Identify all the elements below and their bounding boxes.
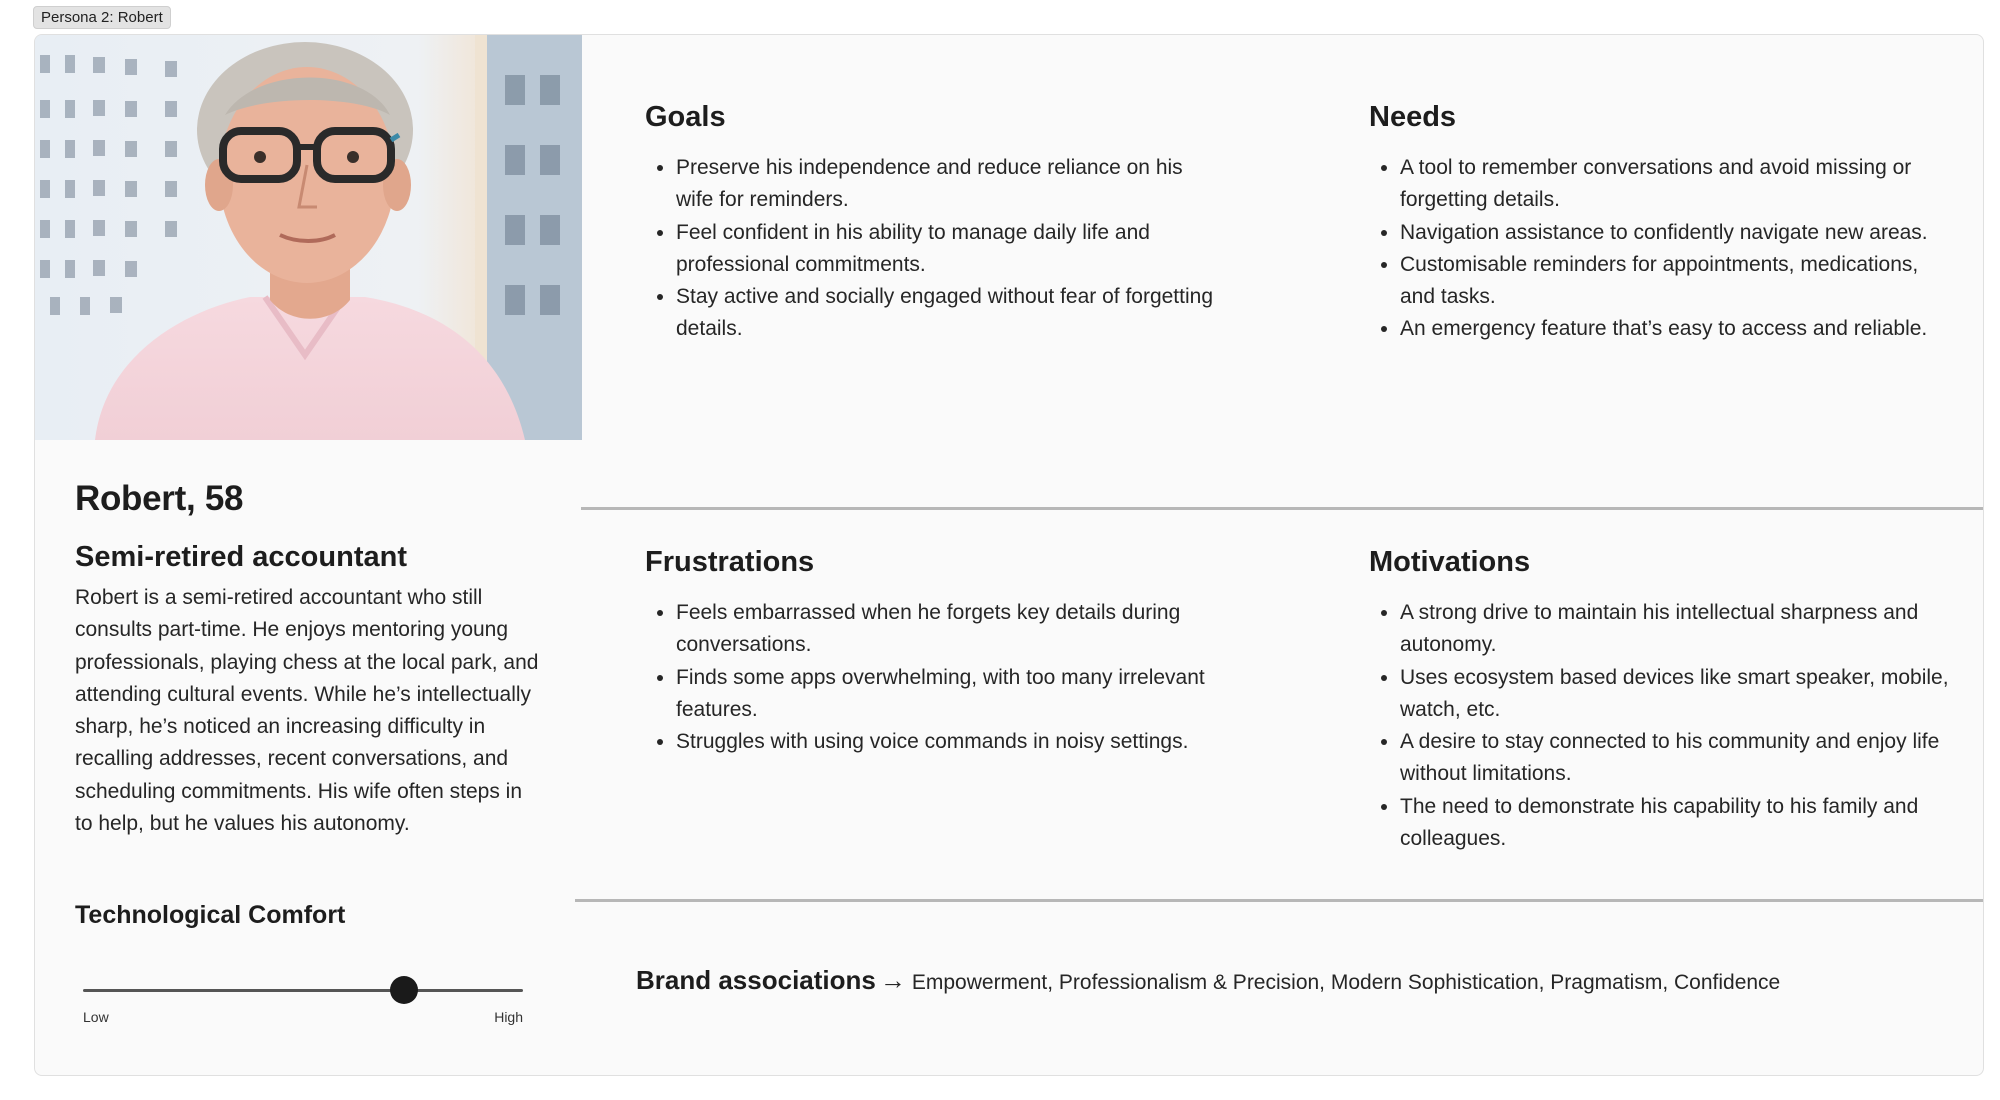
- list-item: • The need to demonstrate his capability to his family and colleagues.: [1400, 791, 1949, 856]
- list-item: • A strong drive to maintain his intellectual sharpness and autonomy.: [1400, 597, 1949, 662]
- list-item: • An emergency feature that’s easy to access and reliable.: [1400, 313, 1949, 345]
- list-item: • Feel confident in his ability to manage daily life and professional commitments.: [676, 217, 1225, 282]
- goals-title: Goals: [645, 101, 726, 133]
- list-item: • Struggles with using voice commands in noisy settings.: [676, 726, 1225, 758]
- section-divider: [575, 899, 1984, 902]
- brand-associations: [636, 965, 1780, 996]
- brand-associations-values: Empowerment, Professionalism & Precision, Modern Sophistication, Pragmatism, Confidence: [911, 971, 1781, 994]
- persona-tag: Persona 2: Robert: [33, 6, 171, 29]
- motivations-title: Motivations: [1369, 546, 1531, 578]
- list-item: • Preserve his independence and reduce reliance on his wife for reminders.: [676, 152, 1225, 217]
- goals-section: [645, 101, 1225, 346]
- list-item: • Finds some apps overwhelming, with too many irrelevant features.: [676, 662, 1225, 727]
- list-item: • Stay active and socially engaged without fear of forgetting details.: [676, 281, 1225, 346]
- frustrations-section: [645, 546, 1225, 758]
- list-item: • Uses ecosystem based devices like smart speaker, mobile, watch, etc.: [1400, 662, 1949, 727]
- needs-title: Needs: [1369, 101, 1457, 133]
- list-item: • Navigation assistance to confidently navigate new areas.: [1400, 217, 1949, 249]
- tech-comfort-slider: [83, 975, 523, 1035]
- needs-section: [1369, 101, 1949, 346]
- list-item: • A desire to stay connected to his community and enjoy life without limitations.: [1400, 726, 1949, 791]
- needs-list: [1369, 152, 1949, 346]
- slider-track: [83, 989, 523, 992]
- list-item: • Feels embarrassed when he forgets key details during conversations.: [676, 597, 1225, 662]
- persona-photo: [35, 35, 582, 440]
- persona-card: [34, 34, 1984, 1076]
- tech-comfort-title: Technological Comfort: [75, 901, 346, 929]
- slider-low-label: Low: [83, 1009, 109, 1025]
- list-item: • Customisable reminders for appointments, medications, and tasks.: [1400, 249, 1949, 314]
- persona-name: Robert, 58: [75, 479, 244, 518]
- brand-associations-label: Brand associations: [636, 965, 876, 995]
- frustrations-title: Frustrations: [645, 546, 815, 578]
- slider-high-label: High: [494, 1009, 523, 1025]
- goals-list: [645, 152, 1225, 346]
- persona-bio: Robert is a semi-retired accountant who still consults part-time. He enjoys mentoring young professionals, playing chess at the local park, and attending cultural events. While he’s intellectually sharp, he’s noticed an increasing difficulty in recalling addresses, recent conversations, and scheduling commitments. His wife often steps in to help, but he values his autonomy.: [75, 586, 539, 836]
- persona-role: Semi-retired accountant: [75, 541, 407, 573]
- arrow-right-icon: →: [879, 965, 906, 995]
- list-item: • A tool to remember conversations and avoid missing or forgetting details.: [1400, 152, 1949, 217]
- section-divider: [581, 507, 1984, 510]
- profile-block: [75, 479, 545, 840]
- motivations-list: [1369, 597, 1949, 855]
- motivations-section: [1369, 546, 1949, 855]
- frustrations-list: [645, 597, 1225, 758]
- slider-thumb: [390, 976, 418, 1004]
